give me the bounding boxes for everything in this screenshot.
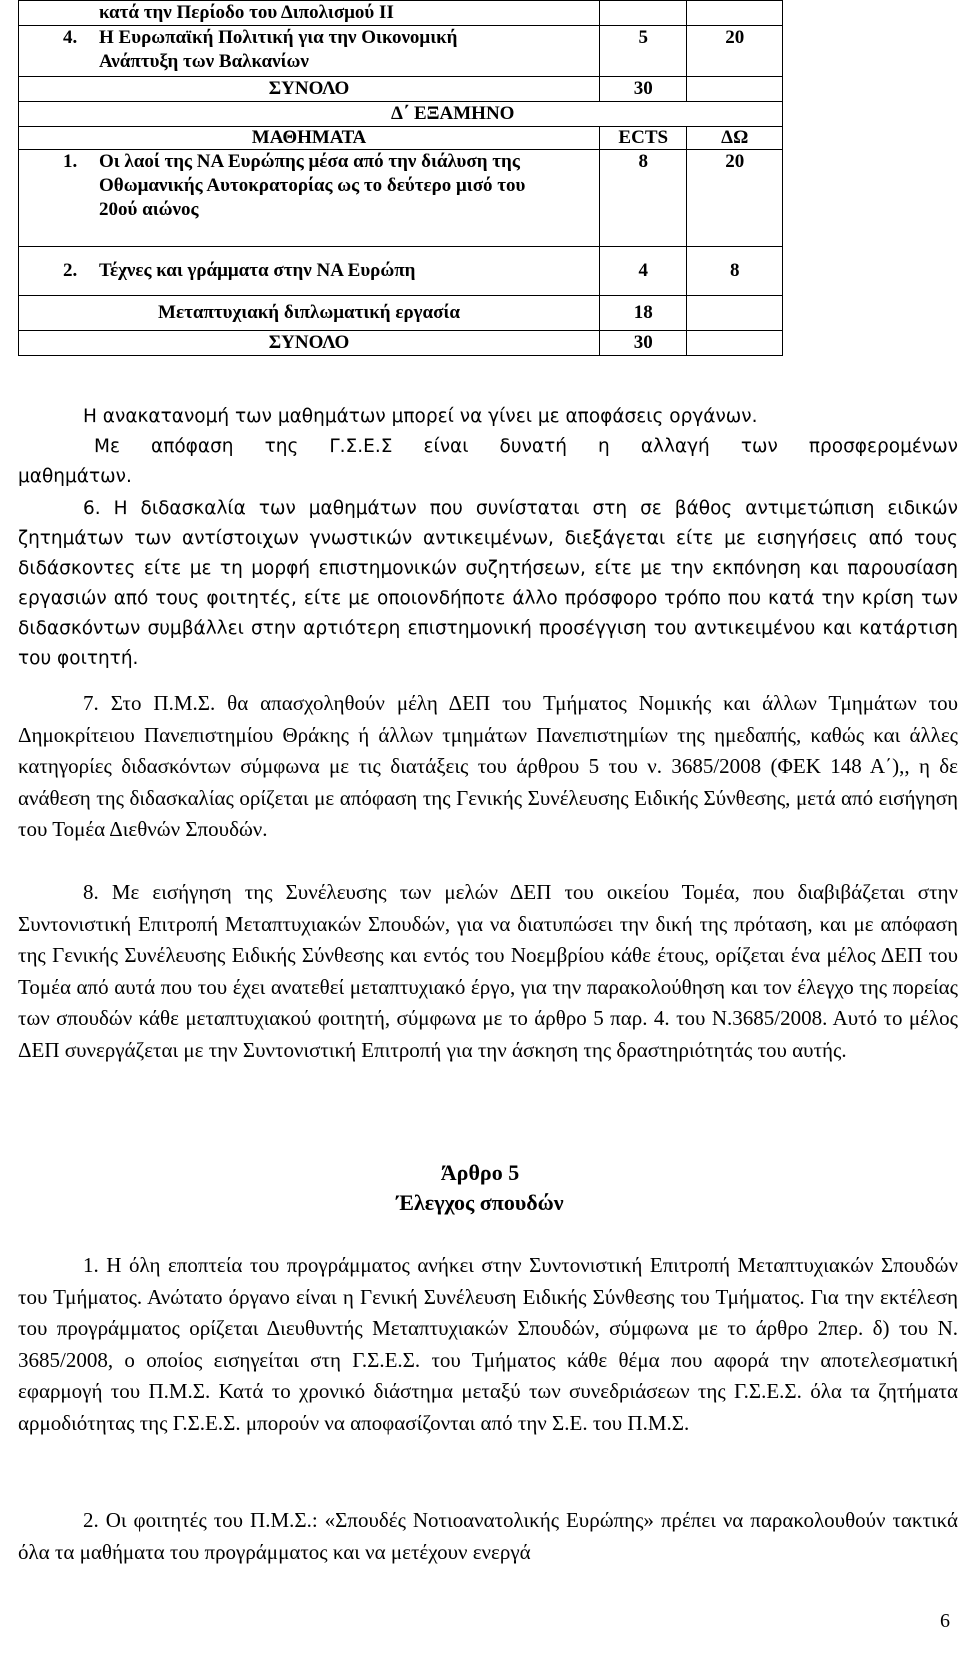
hours-cell — [687, 77, 783, 102]
total-label: ΣΥΝΟΛΟ — [19, 331, 600, 356]
course-title-line: Η Ευρωπαϊκή Πολιτική για την Οικονομική — [99, 27, 458, 48]
column-header-courses: ΜΑΘΗΜΑΤΑ — [19, 127, 600, 150]
course-title-line: 20ού αιώνος — [99, 199, 199, 220]
ects-cell: 18 — [600, 296, 687, 331]
hours-cell: 8 — [687, 247, 783, 296]
course-number: 1. — [63, 151, 78, 172]
table-row — [19, 296, 783, 331]
table-row — [19, 26, 783, 77]
hours-cell — [687, 331, 783, 356]
hours-cell: 20 — [687, 26, 783, 77]
course-title-line: Ανάπτυξη των Βαλκανίων — [99, 51, 309, 72]
article-paragraph-1: 1. Η όλη εποπτεία του προγράμματος ανήκει στην Συντονιστική Επιτροπή Μεταπτυχιακών Σπουδών του Τμήματος. Ανώτατο όργανο είναι η Γενική Συνέλευση Ειδικής Σύνθεσης του Τμήματος. Για την εκτέλεση του προγράμματος ορίζεται Διευθυντής Μεταπτυχιακών Σπουδών, σύμφωνα με το άρθρο 2περ. δ) του Ν. 3685/2008, ο οποίος εισηγείται στη Γ.Σ.Ε.Σ. του Τμήματος κάθε θέμα που αφορά την αποτελεσματική εφαρμογή του Π.Μ.Σ. Κατά το χρονικό διάστημα μεταξύ των συνεδριάσεων της Γ.Σ.Ε.Σ. όλα τα ζητήματα αρμοδιότητας της Γ.Σ.Ε.Σ. μπορούν να αποφασίζονται από την Σ.Ε. του Π.Μ.Σ. — [18, 1253, 958, 1435]
course-title-line: Οι λαοί της ΝΑ Ευρώπης μέσα από την διάλυση της — [99, 151, 520, 172]
paragraph-redistribution: Η ανακατανομή των μαθημάτων μπορεί να γίνει με αποφάσεις οργάνων. — [83, 406, 758, 427]
course-number: 2. — [63, 260, 78, 281]
course-cell — [19, 150, 600, 247]
total-ects: 30 — [600, 331, 687, 356]
curriculum-table — [18, 0, 783, 356]
article-paragraph-2: 2. Οι φοιτητές του Π.Μ.Σ.: «Σπουδές Νοτιοανατολικής Ευρώπης» πρέπει να παρακολουθούν τακτικά όλα τα μαθήματα του προγράμματος και να μετέχουν ενεργά — [18, 1508, 958, 1564]
course-title: Τέχνες και γράμματα στην ΝΑ Ευρώπη — [99, 260, 416, 281]
table-row — [19, 331, 783, 356]
table-row — [19, 1, 783, 26]
hours-cell: 20 — [687, 150, 783, 247]
table-row — [19, 102, 783, 127]
table-row — [19, 77, 783, 102]
course-title-line: Οθωμανικής Αυτοκρατορίας ως το δεύτερο μισό του — [99, 175, 526, 196]
ects-cell: 4 — [600, 247, 687, 296]
table-header-row — [19, 127, 783, 150]
hours-cell — [687, 296, 783, 331]
table-row — [19, 247, 783, 296]
article-title: Έλεγχος σπουδών — [396, 1190, 564, 1215]
column-header-ects: ECTS — [600, 127, 687, 150]
course-number: 4. — [63, 27, 78, 48]
paragraph-gses-line2: μαθημάτων. — [18, 466, 132, 487]
thesis-title: Μεταπτυχιακή διπλωματική εργασία — [19, 296, 600, 331]
paragraph-gses-line1: Με απόφαση της Γ.Σ.Ε.Σ είναι δυνατή η αλλαγή των προσφερομένων — [94, 436, 958, 457]
hours-cell — [687, 1, 783, 26]
total-ects: 30 — [600, 77, 687, 102]
article-number: Άρθρο 5 — [440, 1160, 520, 1185]
paragraph-8: 8. Με εισήγηση της Συνέλευσης των μελών ΔΕΠ του οικείου Τομέα, που διαβιβάζεται στην Συντονιστική Επιτροπή Μεταπτυχιακών Σπουδών, για να διατυπώσει την δική της πρόταση, και με απόφαση της Γενικής Συνέλευσης Ειδικής Σύνθεσης και εντός του Νοεμβρίου κάθε έτους, ορίζεται ένα μέλος ΔΕΠ του Τομέα από αυτά που του έχει ανατεθεί μεταπτυχιακό έργο, για την παρακολούθηση και τον έλεγχο της πορείας των σπουδών κάθε μεταπτυχιακού φοιτητή, σύμφωνα με το άρθρο 5 παρ. 4. του Ν.3685/2008. Αυτό το μέλος ΔΕΠ συνεργάζεται με την Συντονιστική Επιτροπή για την άσκηση της δραστηριότητάς του αυτής. — [18, 880, 958, 1062]
semester-heading: Δ΄ ΕΞΑΜΗΝΟ — [19, 102, 783, 127]
course-cell: κατά την Περίοδο του Διπολισμού ΙΙ — [19, 1, 600, 26]
course-cell — [19, 247, 600, 296]
ects-cell: 5 — [600, 26, 687, 77]
paragraph-6: 6. Η διδασκαλία των μαθημάτων που συνίσταται στη σε βάθος αντιμετώπιση ειδικών ζητημάτων των αντίστοιχων γνωστικών αντικειμένων, διεξάγεται είτε με εισηγήσεις από τους διδάσκοντες είτε με τη μορφή επιστημονικών συζητήσεων, είτε με την εκπόνηση και παρουσίαση εργασιών από τους φοιτητές, είτε με οποιονδήποτε άλλο πρόσφορο τρόπο που κατά την κρίση των διδασκόντων συμβάλλει στην αρτιότερη επιστημονική προσέγγιση του αντικειμένου και κατάρτιση του φοιτητή. — [18, 498, 958, 669]
paragraph-7: 7. Στο Π.Μ.Σ. θα απασχοληθούν μέλη ΔΕΠ του Τμήματος Νομικής και άλλων Τμημάτων του Δημοκρίτειου Πανεπιστημίου Θράκης ή άλλων τμημάτων Πανεπιστημίων της ημεδαπής, καθώς και άλλες κατηγορίες διδασκόντων σύμφωνα με τις διατάξεις του άρθρου 5 του ν. 3685/2008 (ΦΕΚ 148 Α΄),, η δε ανάθεση της διδασκαλίας ορίζεται με απόφαση της Γενικής Συνέλευσης Ειδικής Σύνθεσης, μετά από εισήγηση του Τομέα Διεθνών Σπουδών. — [18, 691, 958, 841]
ects-cell — [600, 1, 687, 26]
page-number: 6 — [940, 1610, 950, 1632]
column-header-hours: ΔΩ — [687, 127, 783, 150]
table-row — [19, 150, 783, 247]
total-label: ΣΥΝΟΛΟ — [19, 77, 600, 102]
course-cell — [19, 26, 600, 77]
ects-cell: 8 — [600, 150, 687, 247]
